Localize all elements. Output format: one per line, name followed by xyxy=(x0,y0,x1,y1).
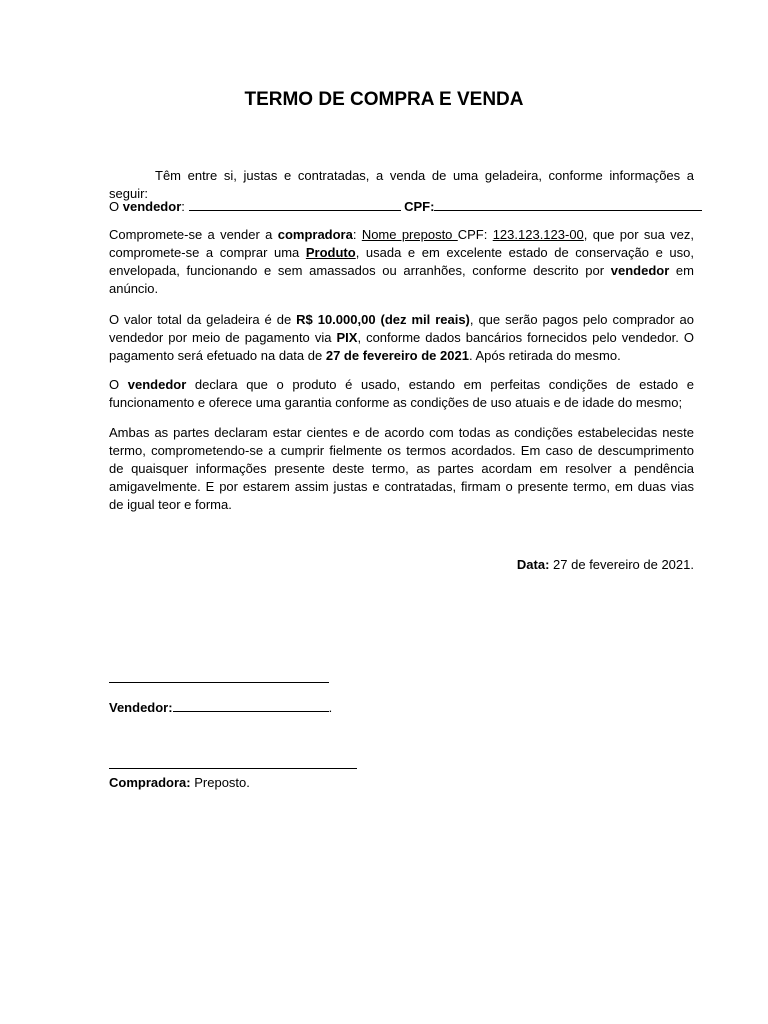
date-value: 27 de fevereiro de 2021. xyxy=(549,557,694,572)
text-span: O xyxy=(109,377,128,392)
text-span: O valor total da geladeira é de xyxy=(109,312,297,327)
seller-colon: : xyxy=(181,199,185,214)
text-span: CPF: xyxy=(457,227,493,242)
text-span: , que serão pagos pelo comprador ao vendedor por meio de pagamento via xyxy=(109,312,695,345)
seller-cpf-blank xyxy=(434,197,702,211)
payment-paragraph xyxy=(109,311,694,365)
text-span: , que por sua vez, compromete-se a comprar uma xyxy=(109,227,695,260)
agreement-paragraph: Ambas as partes declaram estar cientes e de acordo com todas as condições estabelecidas neste termo, comprometendo-se a cumprir fielmente os termos acordados. Em caso de descumprimento de quaisquer informações presente deste termo, as partes acordam em resolver a pendência amigavelmente. E por estarem assim justas e contratadas, firmam o presente termo, em duas vias de igual teor e forma. xyxy=(109,425,694,512)
buyer-signature-label: Compradora: xyxy=(109,775,191,790)
buyer-cpf: 123.123.123-00 xyxy=(492,227,584,242)
text-span: em anúncio. xyxy=(109,263,694,296)
buyer-name: Nome preposto xyxy=(361,227,458,242)
text-span: , usada e em excelente estado de conservação e uso, envelopada, funcionando e sem amassados ou arranhões, conforme descrito por xyxy=(109,245,694,278)
seller-signature-line xyxy=(109,672,329,683)
date-label: Data: xyxy=(516,557,550,572)
product-label: Produto xyxy=(305,245,356,260)
seller-word: vendedor xyxy=(127,377,187,392)
seller-signature xyxy=(109,698,332,717)
buyer-signature xyxy=(109,774,250,792)
buyer-label: compradora xyxy=(277,227,353,242)
payment-method: PIX xyxy=(336,330,358,345)
seller-name-blank xyxy=(189,197,401,211)
text-span: declara que o produto é usado, estando em perfeitas condições de estado e funcionamento e oferece uma garantia conforme as condições de uso atuais e de idade do mesmo; xyxy=(109,377,694,410)
buyer-signature-line xyxy=(109,758,357,769)
seller-word: vendedor xyxy=(610,263,670,278)
seller-prefix: O xyxy=(109,199,123,214)
buyer-paragraph xyxy=(109,226,694,298)
amount: R$ 10.000,00 (dez mil reais) xyxy=(296,312,470,327)
text-span: . xyxy=(328,700,333,715)
text-span: . Após retirada do mesmo. xyxy=(468,348,621,363)
seller-label: vendedor xyxy=(122,199,182,214)
text-span: Compromete-se a vender a xyxy=(109,227,278,242)
seller-cpf-label: CPF: xyxy=(404,199,435,214)
document-title: TERMO DE COMPRA E VENDA xyxy=(244,89,524,110)
text-span: : xyxy=(352,227,362,242)
buyer-signature-value: Preposto. xyxy=(190,775,250,790)
date-line xyxy=(109,556,694,574)
warranty-paragraph xyxy=(109,376,694,412)
intro-paragraph: Têm entre si, justas e contratadas, a venda de uma geladeira, conforme informações a seguir: xyxy=(109,168,694,201)
payment-date: 27 de fevereiro de 2021 xyxy=(325,348,469,363)
text-span: , conforme dados bancários fornecidos pelo vendedor. O pagamento será efetuado na data de xyxy=(109,330,694,363)
seller-signature-blank xyxy=(173,698,329,712)
seller-signature-label: Vendedor: xyxy=(109,700,173,715)
seller-line xyxy=(109,197,694,216)
